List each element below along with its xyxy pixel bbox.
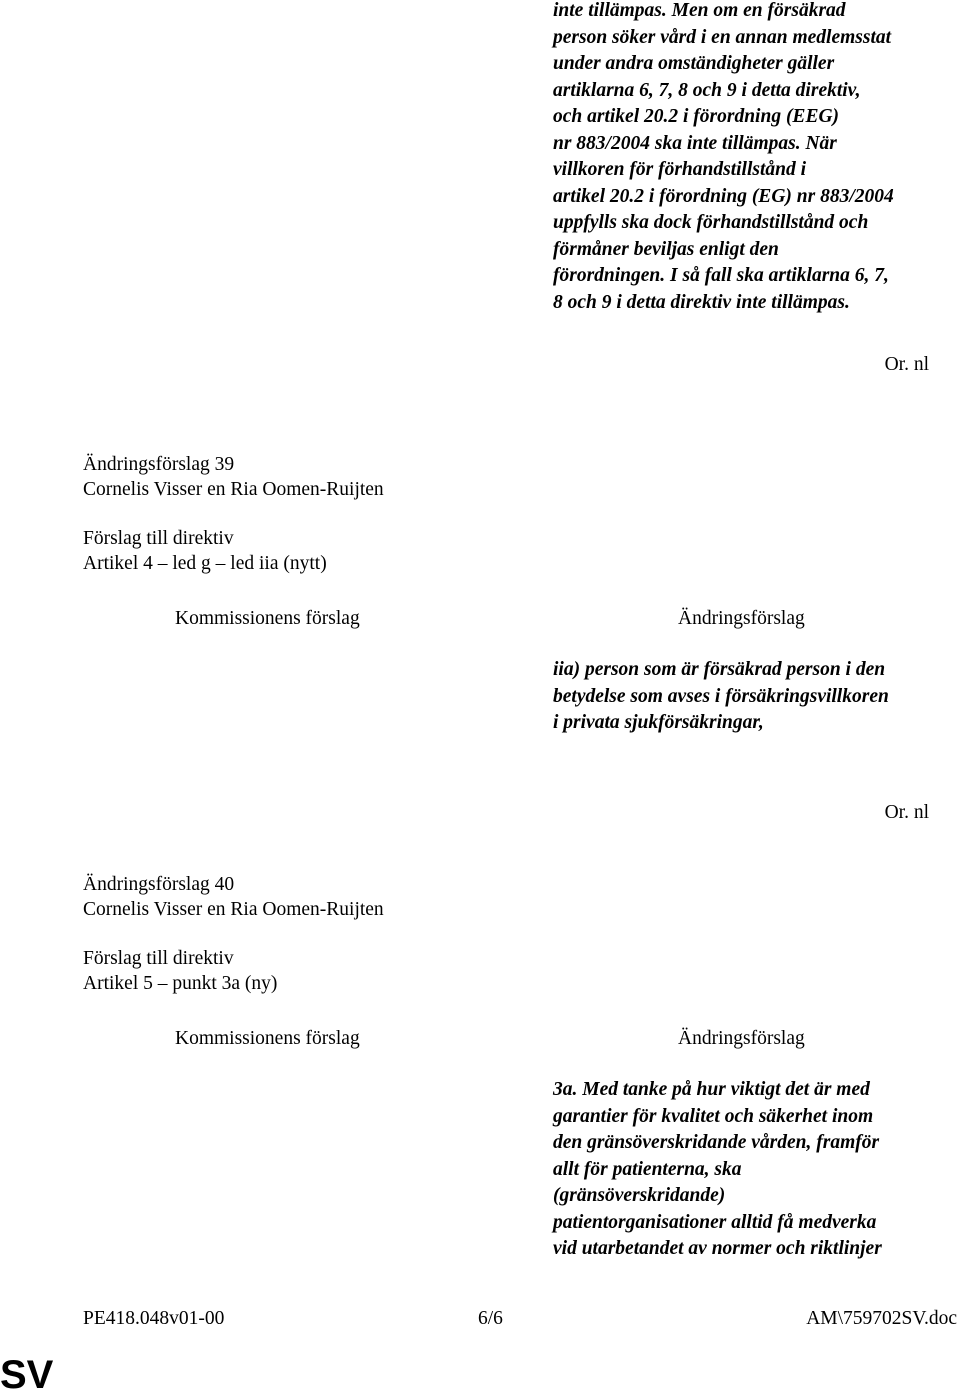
commission-proposal-heading: Kommissionens förslag [175, 608, 360, 629]
text-line: person söker vård i en annan medlemsstat [553, 26, 892, 48]
footer-file-name: AM\759702SV.doc [806, 1308, 957, 1329]
amendment-header [83, 452, 384, 576]
amendment-text [553, 657, 953, 737]
text-line: allt för patienterna, ska [553, 1158, 742, 1180]
amendment-title: Ändringsförslag 39 [83, 454, 235, 475]
footer-page-number: 6/6 [478, 1308, 503, 1329]
amendment-heading: Ändringsförslag [678, 1028, 805, 1049]
text-line: iia) person som är försäkrad person i den [553, 659, 886, 680]
text-line: garantier för kvalitet och säkerhet inom [553, 1105, 874, 1127]
text-line: vid utarbetandet av normer och riktlinjer [553, 1238, 882, 1259]
text-line: (gränsöverskridande) [553, 1185, 726, 1206]
original-language-label: Or. nl [884, 354, 929, 375]
text-line: betydelse som avses i försäkringsvillkoren [553, 685, 889, 707]
continuation-text [553, 0, 953, 316]
text-line: uppfylls ska dock förhandstillstånd och [553, 212, 869, 233]
text-line: 8 och 9 i detta direktiv inte tillämpas. [553, 291, 850, 313]
proposal-label: Förslag till direktiv [83, 528, 234, 549]
text-line: patientorganisationer alltid få medverka [553, 1211, 877, 1233]
amendment-text [553, 1077, 953, 1263]
text-line: artikel 20.2 i förordning (EG) nr 883/2004 [553, 185, 894, 207]
text-line: och artikel 20.2 i förordning (EEG) [553, 106, 840, 127]
amendment-header [83, 872, 384, 996]
amendment-authors: Cornelis Visser en Ria Oomen-Ruijten [83, 899, 384, 920]
text-line: 3a. Med tanke på hur viktigt det är med [553, 1079, 870, 1100]
article-reference: Artikel 5 – punkt 3a (ny) [83, 973, 278, 994]
text-line: under andra omständigheter gäller [553, 53, 835, 74]
footer-doc-ref: PE418.048v01-00 [83, 1308, 225, 1329]
text-line: inte tillämpas. Men om en försäkrad [553, 0, 846, 21]
article-reference: Artikel 4 – led g – led iia (nytt) [83, 553, 327, 574]
text-line: i privata sjukförsäkringar, [553, 712, 764, 733]
commission-proposal-heading: Kommissionens förslag [175, 1028, 360, 1049]
text-line: förordningen. I så fall ska artiklarna 6, 7, [553, 265, 889, 286]
text-line: förmåner beviljas enligt den [553, 238, 779, 260]
text-line: den gränsöverskridande vården, framför [553, 1132, 880, 1153]
language-code: SV [0, 1353, 54, 1397]
amendment-heading: Ändringsförslag [678, 608, 805, 629]
text-line: artiklarna 6, 7, 8 och 9 i detta direktiv, [553, 79, 861, 101]
amendment-authors: Cornelis Visser en Ria Oomen-Ruijten [83, 479, 384, 500]
amendment-title: Ändringsförslag 40 [83, 874, 235, 895]
proposal-label: Förslag till direktiv [83, 948, 234, 969]
text-line: villkoren för förhandstillstånd i [553, 159, 807, 180]
text-line: nr 883/2004 ska inte tillämpas. När [553, 132, 837, 154]
original-language-label: Or. nl [884, 802, 929, 823]
